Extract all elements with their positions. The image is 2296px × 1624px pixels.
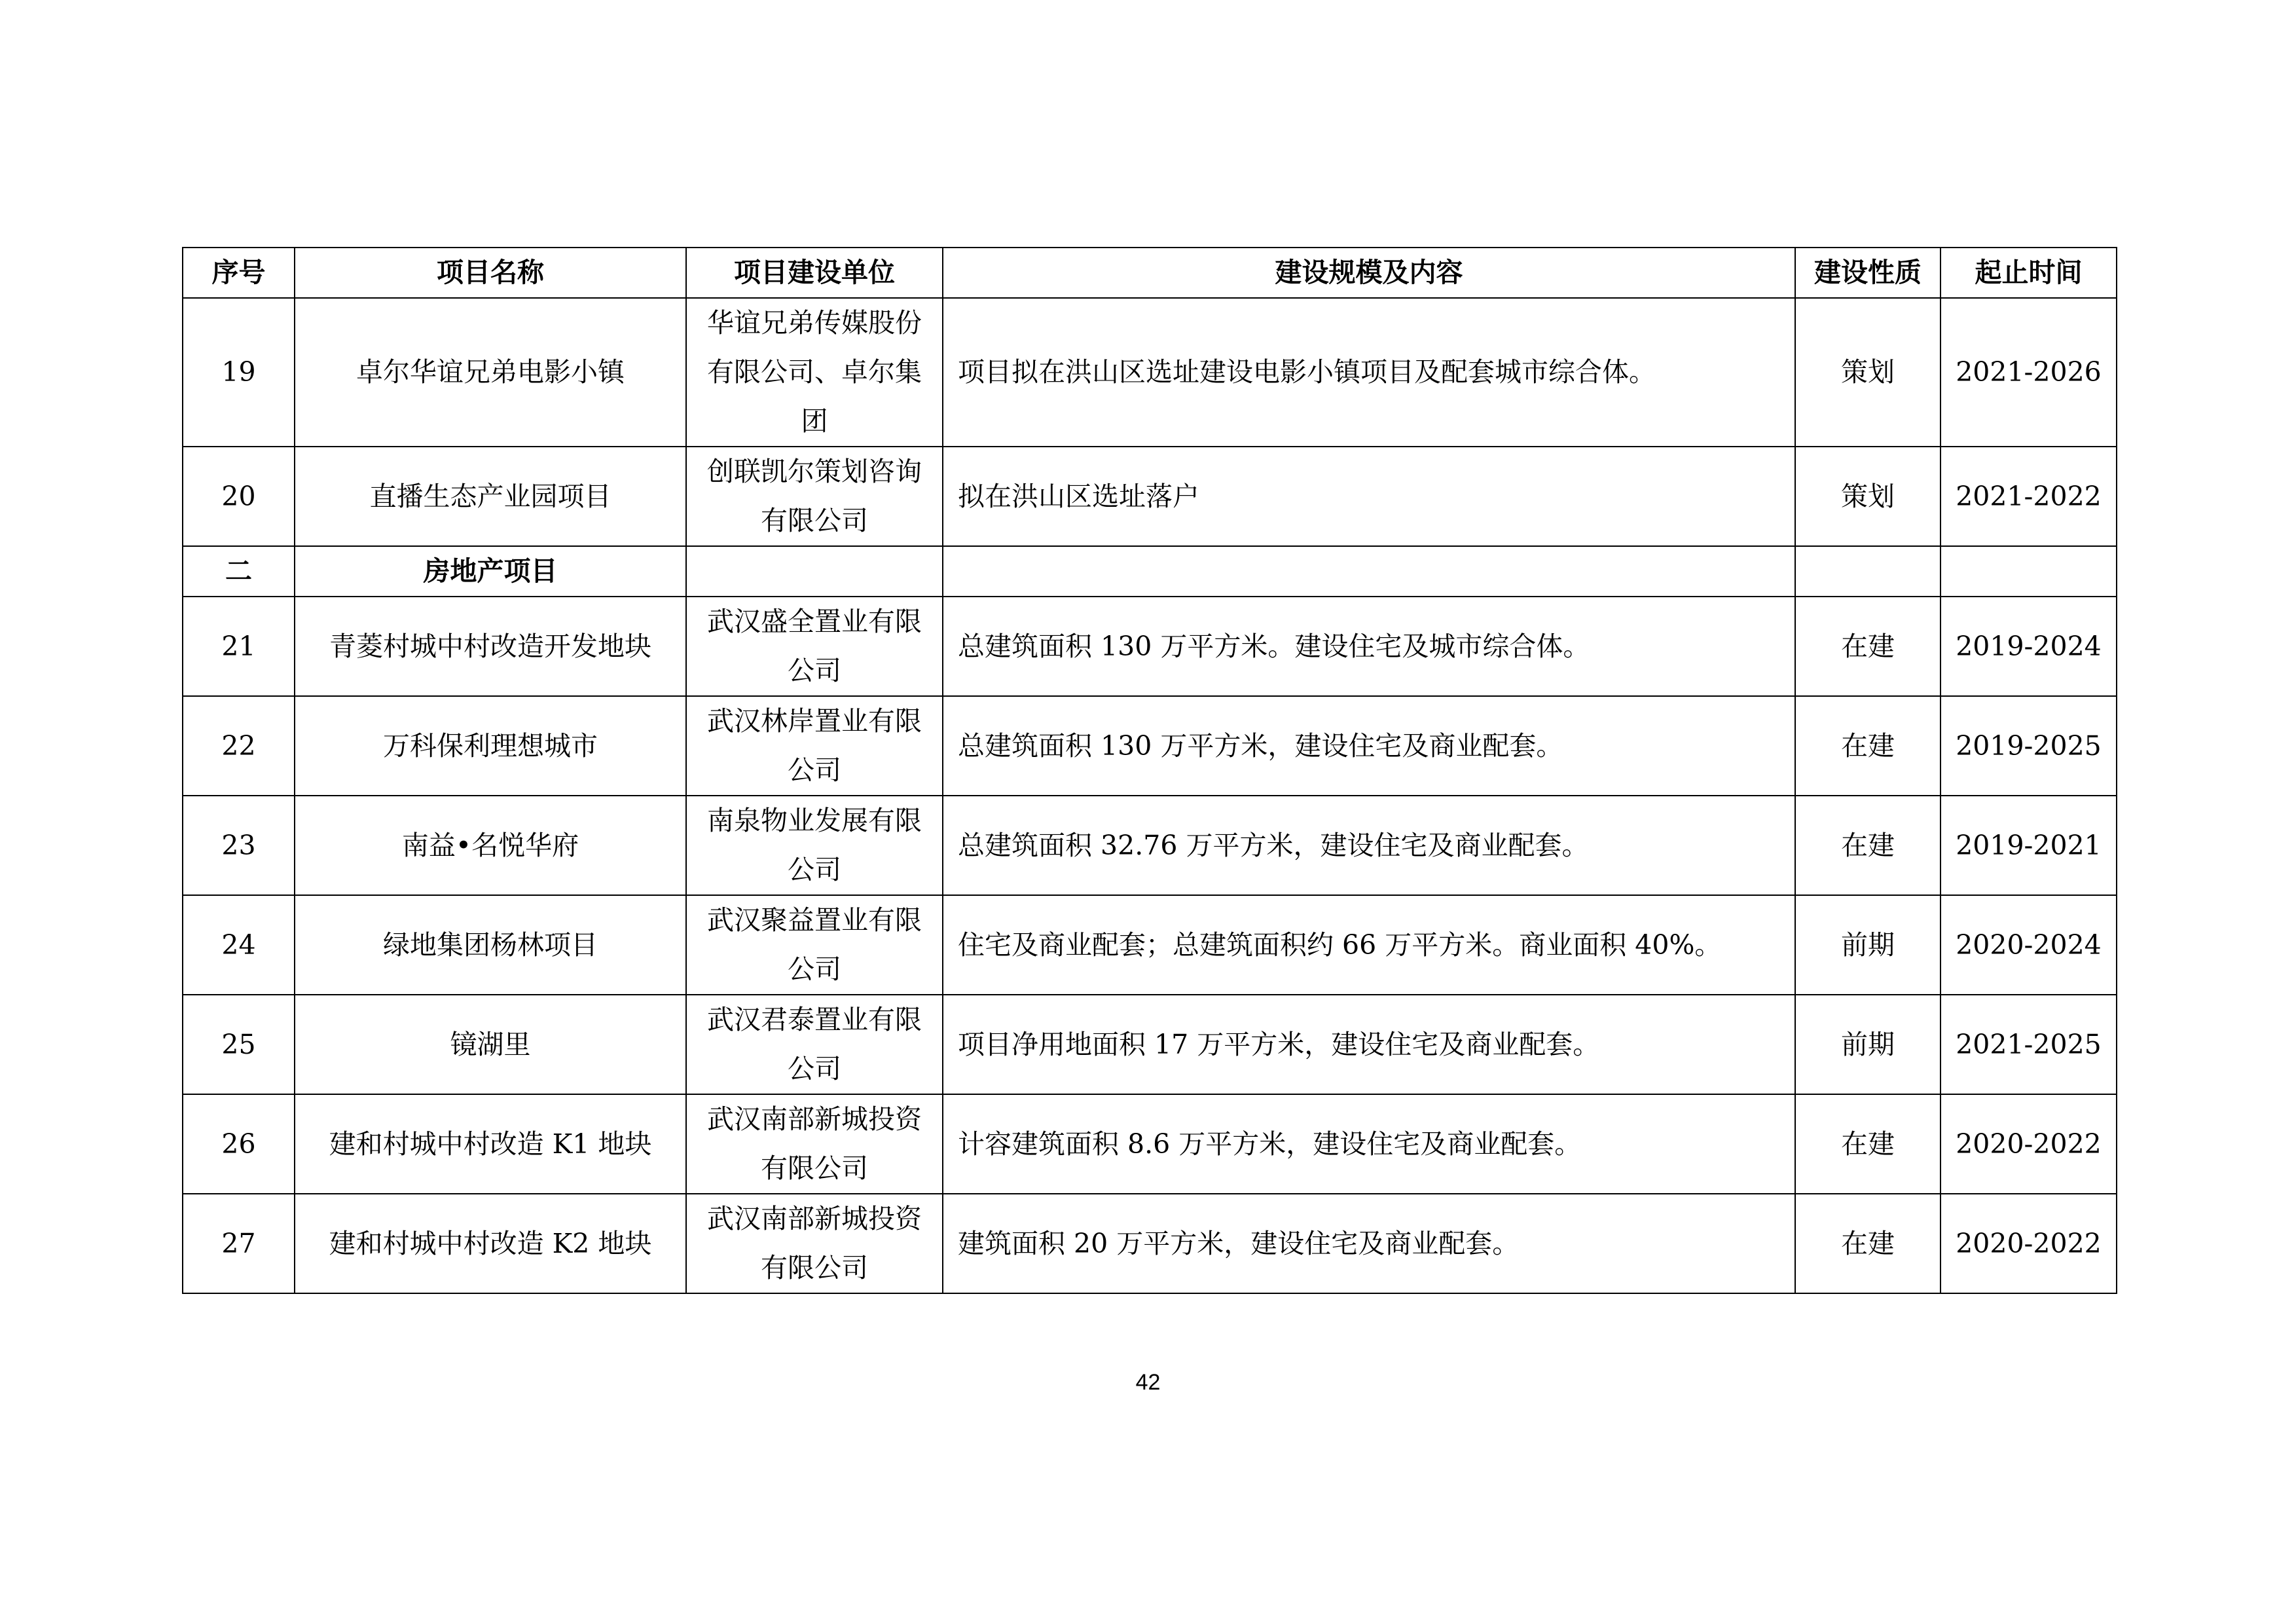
cell-name: 直播生态产业园项目 [295, 447, 686, 546]
header-time: 起止时间 [1941, 248, 2117, 298]
cell-no: 21 [183, 597, 295, 696]
cell-content: 总建筑面积 130 万平方米，建设住宅及商业配套。 [943, 696, 1795, 796]
cell-name: 建和村城中村改造 K1 地块 [295, 1094, 686, 1194]
section-title: 房地产项目 [295, 546, 686, 597]
section-row [183, 546, 2117, 597]
table-row [183, 298, 2117, 447]
cell-nature: 在建 [1795, 597, 1941, 696]
cell-no: 22 [183, 696, 295, 796]
cell-nature: 在建 [1795, 696, 1941, 796]
table-row [183, 597, 2117, 696]
cell-nature: 在建 [1795, 796, 1941, 895]
table-row [183, 895, 2117, 995]
table-row [183, 447, 2117, 546]
cell-nature: 前期 [1795, 895, 1941, 995]
cell-name: 镜湖里 [295, 995, 686, 1094]
cell-content: 拟在洪山区选址落户 [943, 447, 1795, 546]
cell-time: 2019-2025 [1941, 696, 2117, 796]
section-no: 二 [183, 546, 295, 597]
cell-unit: 武汉君泰置业有限公司 [686, 995, 943, 1094]
cell-content: 计容建筑面积 8.6 万平方米，建设住宅及商业配套。 [943, 1094, 1795, 1194]
header-no: 序号 [183, 248, 295, 298]
cell-no: 19 [183, 298, 295, 447]
cell-content [943, 546, 1795, 597]
cell-name: 绿地集团杨林项目 [295, 895, 686, 995]
cell-content: 总建筑面积 130 万平方米。建设住宅及城市综合体。 [943, 597, 1795, 696]
cell-unit [686, 546, 943, 597]
cell-time: 2020-2024 [1941, 895, 2117, 995]
cell-no: 25 [183, 995, 295, 1094]
cell-nature [1795, 546, 1941, 597]
cell-name: 卓尔华谊兄弟电影小镇 [295, 298, 686, 447]
cell-no: 24 [183, 895, 295, 995]
cell-unit: 武汉林岸置业有限公司 [686, 696, 943, 796]
cell-name: 青菱村城中村改造开发地块 [295, 597, 686, 696]
cell-content: 项目净用地面积 17 万平方米，建设住宅及商业配套。 [943, 995, 1795, 1094]
table-row [183, 696, 2117, 796]
header-nature: 建设性质 [1795, 248, 1941, 298]
cell-time: 2019-2024 [1941, 597, 2117, 696]
table-header-row [183, 248, 2117, 298]
cell-time: 2020-2022 [1941, 1094, 2117, 1194]
cell-no: 27 [183, 1194, 295, 1293]
cell-content: 住宅及商业配套；总建筑面积约 66 万平方米。商业面积 40%。 [943, 895, 1795, 995]
cell-unit: 武汉聚益置业有限公司 [686, 895, 943, 995]
cell-content: 建筑面积 20 万平方米，建设住宅及商业配套。 [943, 1194, 1795, 1293]
cell-unit: 创联凯尔策划咨询有限公司 [686, 447, 943, 546]
cell-nature: 策划 [1795, 447, 1941, 546]
cell-nature: 前期 [1795, 995, 1941, 1094]
cell-no: 23 [183, 796, 295, 895]
header-content: 建设规模及内容 [943, 248, 1795, 298]
cell-name: 南益•名悦华府 [295, 796, 686, 895]
cell-nature: 策划 [1795, 298, 1941, 447]
cell-time: 2021-2025 [1941, 995, 2117, 1094]
header-name: 项目名称 [295, 248, 686, 298]
page-number: 42 [1135, 1370, 1161, 1395]
cell-time: 2019-2021 [1941, 796, 2117, 895]
cell-unit: 华谊兄弟传媒股份有限公司、卓尔集团 [686, 298, 943, 447]
cell-time: 2021-2026 [1941, 298, 2117, 447]
table-row [183, 1194, 2117, 1293]
cell-nature: 在建 [1795, 1094, 1941, 1194]
cell-name: 万科保利理想城市 [295, 696, 686, 796]
cell-time [1941, 546, 2117, 597]
table-row [183, 1094, 2117, 1194]
cell-no: 20 [183, 447, 295, 546]
cell-unit: 南泉物业发展有限公司 [686, 796, 943, 895]
cell-content: 项目拟在洪山区选址建设电影小镇项目及配套城市综合体。 [943, 298, 1795, 447]
cell-no: 26 [183, 1094, 295, 1194]
cell-time: 2020-2022 [1941, 1194, 2117, 1293]
header-unit: 项目建设单位 [686, 248, 943, 298]
cell-unit: 武汉盛全置业有限公司 [686, 597, 943, 696]
cell-name: 建和村城中村改造 K2 地块 [295, 1194, 686, 1293]
cell-content: 总建筑面积 32.76 万平方米，建设住宅及商业配套。 [943, 796, 1795, 895]
table-row [183, 995, 2117, 1094]
cell-time: 2021-2022 [1941, 447, 2117, 546]
cell-unit: 武汉南部新城投资有限公司 [686, 1194, 943, 1293]
table-row [183, 796, 2117, 895]
project-table [182, 247, 2117, 1294]
cell-nature: 在建 [1795, 1194, 1941, 1293]
cell-unit: 武汉南部新城投资有限公司 [686, 1094, 943, 1194]
